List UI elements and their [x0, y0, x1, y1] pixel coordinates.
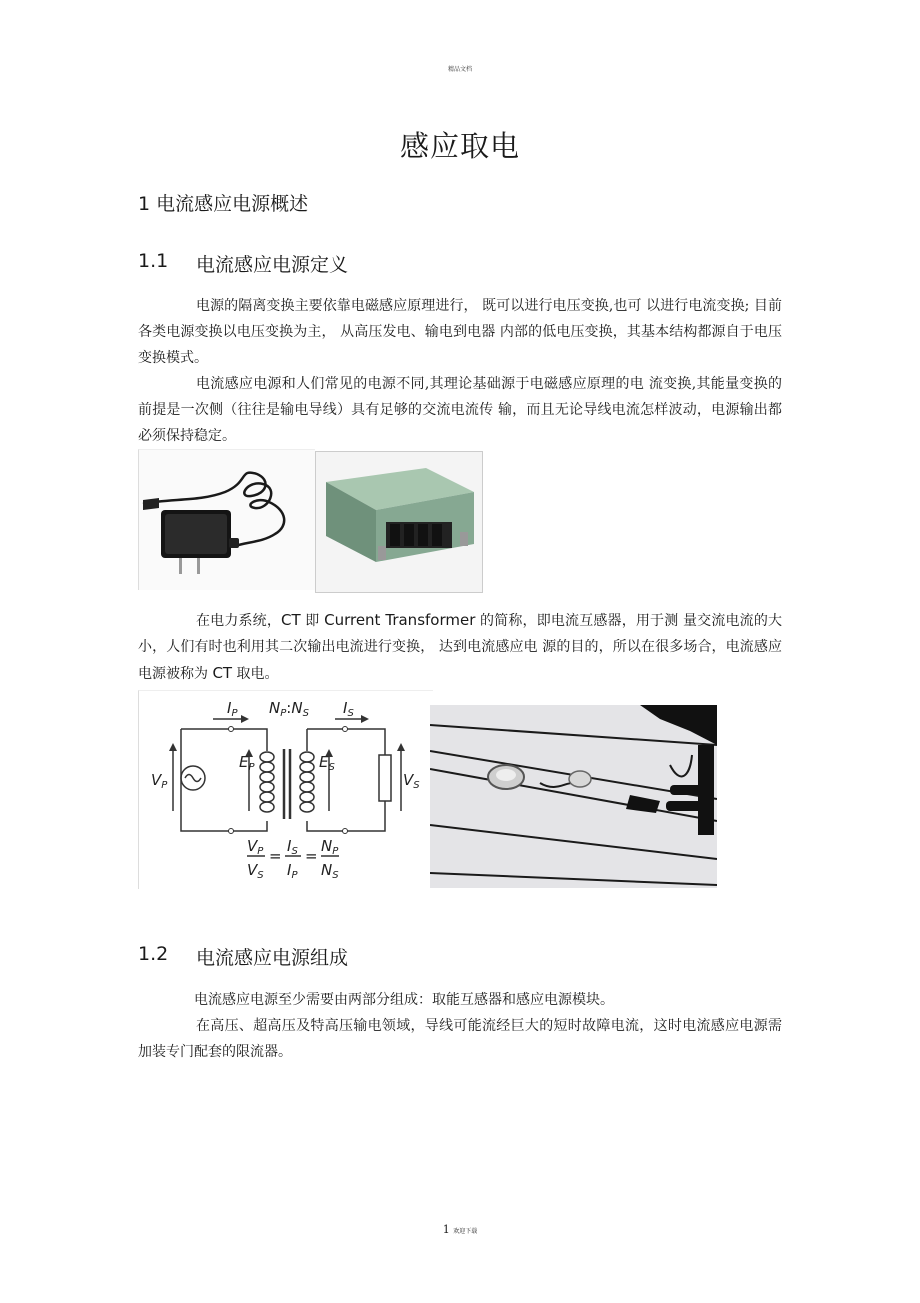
- formula-vp: $V_P$: [247, 837, 264, 857]
- section-1-1-heading: [0, 250, 920, 276]
- page-number: 1: [442, 1223, 450, 1236]
- page-header: 精品文档: [447, 66, 472, 73]
- definition-paragraphs: [138, 293, 782, 449]
- vs-label: $V_S$: [403, 771, 420, 791]
- footer-text: 欢迎下载: [453, 1228, 478, 1235]
- ct-abbreviation: CT: [281, 611, 301, 629]
- ip-label: $I_P$: [227, 699, 238, 719]
- formula-ns: $N_S$: [321, 861, 339, 881]
- section-title: 电流感应电源定义: [196, 254, 349, 276]
- es-label: $E_S$: [319, 753, 335, 773]
- section-number: 1.2: [138, 943, 169, 965]
- paragraph: 电流感应电源和人们常见的电源不同,其理论基础源于电磁感应原理的电 流变换,其能量变换的前提是一次侧（往往是输电导线）具有足够的交流电流传 输，而且无论导线电流怎样波动，电源输出都必须保持稳定。: [138, 376, 782, 444]
- power-adapter-photo: [138, 449, 315, 590]
- formula-np: $N_P$: [321, 837, 339, 857]
- page-footer: [0, 1223, 920, 1236]
- page-title: 感应取电: [399, 129, 520, 163]
- text-run: 取电。: [232, 666, 279, 682]
- paragraph: 电流感应电源至少需要由两部分组成：取能互感器和感应电源模块。: [194, 992, 614, 1008]
- text-run: 在电力系统，: [196, 613, 282, 629]
- ep-label: $E_P$: [239, 753, 255, 773]
- formula-equals: =: [269, 847, 282, 865]
- vp-label: $V_P$: [151, 771, 168, 791]
- section-number: 1.1: [138, 250, 169, 272]
- is-label: $I_S$: [343, 699, 354, 719]
- turns-ratio-label: $N_P:N_S$: [269, 699, 309, 719]
- ct-paragraph-block: [138, 607, 782, 687]
- ct-abbreviation: CT: [212, 664, 233, 682]
- section-1-heading: 1 电流感应电源概述: [138, 193, 309, 215]
- section-1-2-heading: [0, 943, 920, 969]
- formula-vs: $V_S$: [247, 861, 264, 881]
- formula-equals: =: [305, 847, 318, 865]
- text-run: 即: [300, 613, 325, 629]
- power-module-photo: [315, 451, 483, 593]
- paragraph: 电源的隔离变换主要依靠电磁感应原理进行， 既可以进行电压变换,也可 以进行电流变换; 目前各类电源变换以电压变换为主， 从高压发电、输电到电器 内部的低电压变换，其基本结构都源自于电压变换模式。: [138, 298, 782, 366]
- current-transformer-term: Current Transformer: [324, 611, 476, 629]
- text-run: 的简称，即电流互感器，用于测 量交流电流的大小，人们有时也利用其二次输出电流进行变换， 达到电流感应电 源的目的，所以在很多场合，电流感应电源被称为: [138, 613, 783, 682]
- ct-paragraph: [138, 607, 782, 687]
- composition-paragraphs: [138, 987, 782, 1065]
- transformer-diagram: [138, 690, 433, 889]
- formula-ip: $I_P$: [287, 861, 298, 881]
- formula-is: $I_S$: [287, 837, 298, 857]
- section-title: 电流感应电源组成: [196, 947, 349, 969]
- paragraph: 在高压、超高压及特高压输电领域，导线可能流经巨大的短时故障电流，这时电流感应电源需加装专门配套的限流器。: [138, 1018, 782, 1060]
- power-line-photo: [430, 705, 717, 888]
